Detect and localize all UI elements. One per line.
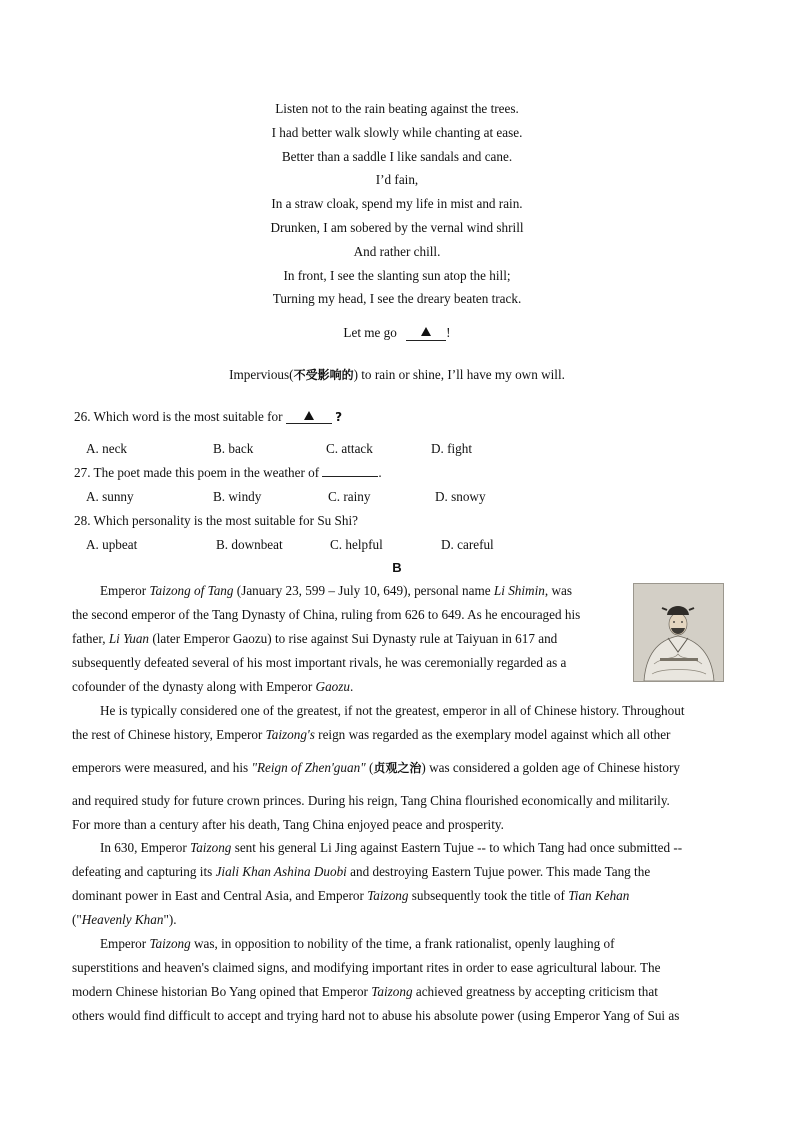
option-d[interactable]: D. snowy: [435, 489, 486, 504]
text: In 630, Emperor: [100, 840, 191, 855]
text-line: For more than a century after his death, Tang China enjoyed peace and prosperity.: [72, 817, 504, 832]
text: sent his general Li Jing against Eastern Tujue -- to which Tang had once submitted --: [231, 840, 683, 855]
italic-name: Li Shimin: [493, 583, 545, 598]
option-c[interactable]: C. rainy: [328, 489, 371, 504]
option-b[interactable]: B. windy: [213, 489, 262, 504]
article-paragraph-2: [72, 699, 685, 747]
poem-line: And rather chill.: [353, 243, 441, 259]
poem-line: In front, I see the slanting sun atop the hill;: [283, 267, 511, 283]
italic-name: Taizong of Tang: [149, 583, 234, 598]
question-text: 28. Which personality is the most suitable for Su Shi?: [74, 513, 358, 528]
text: (: [365, 760, 374, 775]
question-26: [74, 407, 342, 427]
option-b[interactable]: B. downbeat: [216, 537, 283, 552]
poem-final-line: [120, 365, 674, 385]
text-line: He is typically considered one of the greatest, if not the greatest, emperor in all of Chinese history. Throughout: [100, 703, 685, 718]
answer-blank: [286, 411, 332, 424]
text: ").: [163, 912, 177, 927]
question-27: [74, 463, 382, 483]
text: (January 23, 599 – July 10, 649), personal name: [233, 583, 494, 598]
italic-name: Tian Kehan: [568, 888, 630, 903]
text: subsequently took the title of: [408, 888, 569, 903]
period: .: [378, 465, 382, 480]
text: achieved greatness by accepting criticism that: [412, 984, 658, 999]
poem-blank-line: [200, 323, 594, 343]
poem-line: I had better walk slowly while chanting at ease.: [271, 124, 523, 140]
text: emperors were measured, and his: [72, 760, 252, 775]
option-c[interactable]: C. helpful: [330, 537, 383, 552]
question-28: [74, 511, 358, 531]
text: was, in opposition to nobility of the time, a frank rationalist, openly laughing of: [190, 936, 615, 951]
text: .: [349, 679, 354, 694]
article-paragraph-4: [72, 932, 679, 1028]
options-26: [86, 439, 726, 459]
text: , was: [544, 583, 572, 598]
text: reign was regarded as the exemplary model against which all other: [314, 727, 671, 742]
italic-name: Taizong: [149, 936, 191, 951]
poem-line: Listen not to the rain beating against the trees.: [275, 101, 519, 116]
let-me-go-text: Let me go: [343, 325, 397, 340]
text-line: the second emperor of the Tang Dynasty of China, ruling from 626 to 649. As he encouraged his: [72, 607, 581, 622]
options-27: [86, 487, 726, 507]
emperor-portrait: [633, 583, 724, 682]
options-28: [86, 535, 726, 555]
option-b[interactable]: B. back: [213, 441, 254, 456]
exclamation: !: [446, 325, 451, 340]
article-paragraph-1: [72, 579, 580, 699]
option-c[interactable]: C. attack: [326, 441, 373, 456]
poem-line: Better than a saddle I like sandals and cane.: [281, 148, 513, 164]
text-line: others would find difficult to accept and trying hard not to abuse his absolute power (using Emperor Yang of Sui as: [72, 1008, 680, 1023]
impervious-text: Impervious(: [229, 367, 294, 382]
impervious-text-end: ) to rain or shine, I’ll have my own will.: [353, 367, 565, 382]
text: Emperor: [100, 583, 150, 598]
option-a[interactable]: A. sunny: [86, 489, 134, 504]
text-line: and required study for future crown princes. During his reign, Tang China flourished economically and militarily.: [72, 793, 670, 808]
poem-line: In a straw cloak, spend my life in mist and rain.: [271, 196, 523, 212]
triangle-icon: [304, 411, 314, 420]
option-a[interactable]: A. upbeat: [86, 537, 138, 552]
poem-line: Drunken, I am sobered by the vernal wind shrill: [270, 219, 524, 235]
poem: [200, 97, 594, 311]
question-text: 27. The poet made this poem in the weather of: [74, 465, 320, 480]
text: Emperor: [100, 936, 150, 951]
text: (": [72, 912, 82, 927]
chinese-term: 贞观之治: [373, 761, 422, 775]
italic-name: Li Yuan: [108, 631, 150, 646]
italic-name: Heavenly Khan: [81, 912, 164, 927]
option-a[interactable]: A. neck: [86, 441, 128, 456]
answer-blank: [322, 464, 378, 477]
text: dominant power in East and Central Asia, and Emperor: [72, 888, 368, 903]
text-line: subsequently defeated several of his most important rivals, he was ceremonially regarded as a: [72, 655, 567, 670]
text: the rest of Chinese history, Emperor: [72, 727, 266, 742]
italic-name: Taizong's: [265, 727, 315, 742]
italic-name: Taizong: [371, 984, 413, 999]
text: defeating and capturing its: [72, 864, 216, 879]
text: and destroying Eastern Tujue power. This made Tang the: [346, 864, 651, 879]
poem-line: Turning my head, I see the dreary beaten track.: [272, 291, 522, 307]
text-line: superstitions and heaven's claimed signs, and modifying important rites in order to ease agricultural labour. The: [72, 960, 661, 975]
option-d[interactable]: D. careful: [441, 537, 494, 552]
answer-blank: [406, 326, 446, 341]
italic-name: Jiali Khan Ashina Duobi: [215, 864, 347, 879]
portrait-illustration: [634, 584, 723, 681]
question-text: 26. Which word is the most suitable for: [74, 409, 283, 424]
option-d[interactable]: D. fight: [431, 441, 473, 456]
article-paragraph-2-cont: [72, 756, 680, 780]
italic-name: Taizong: [367, 888, 409, 903]
question-mark: ?: [335, 410, 343, 424]
text: (later Emperor Gaozu) to rise against Sui Dynasty rule at Taiyuan in 617 and: [149, 631, 558, 646]
article-paragraph-3: [72, 836, 682, 932]
text: modern Chinese historian Bo Yang opined that Emperor: [72, 984, 372, 999]
section-heading: B: [392, 560, 402, 575]
italic-name: Taizong: [190, 840, 232, 855]
text: ) was considered a golden age of Chinese history: [421, 760, 680, 775]
text: father,: [72, 631, 109, 646]
text: cofounder of the dynasty along with Emperor: [72, 679, 316, 694]
article-paragraph-2-end: [72, 789, 670, 837]
triangle-icon: [421, 327, 431, 336]
italic-name: Gaozu: [315, 679, 350, 694]
chinese-gloss: 不受影响的: [293, 368, 354, 382]
poem-line: I’d fain,: [375, 172, 419, 188]
italic-name: "Reign of Zhen'guan": [251, 760, 366, 775]
